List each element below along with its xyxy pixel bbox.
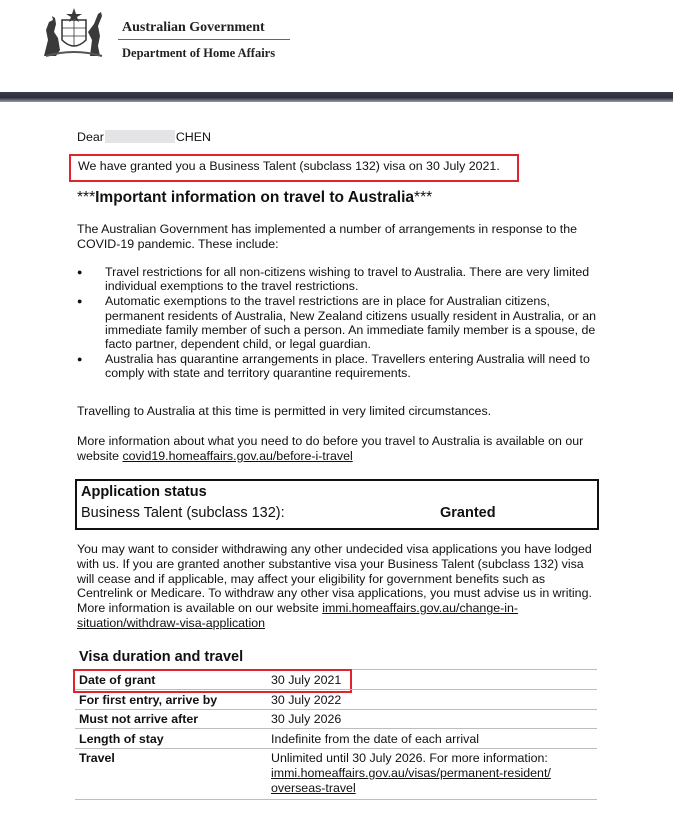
- divider: [75, 748, 597, 749]
- travel-info-link-line2[interactable]: overseas-travel: [271, 781, 356, 795]
- redacted-name: [105, 130, 175, 143]
- status-value: Granted: [440, 505, 496, 521]
- row-value-date-of-grant: 30 July 2021: [271, 673, 342, 687]
- row-label-must-not-arrive: Must not arrive after: [79, 712, 199, 726]
- more-info-paragraph: More information about what you need to do before you travel to Australia is available on our website covid19.homeaffairs.gov.au/before-i-travel: [77, 434, 584, 463]
- department-name: Department of Home Affairs: [122, 46, 276, 60]
- list-item: ● Australia has quarantine arrangements in place. Travellers entering Australia will need to comply with state and territory quarantine requirements.: [77, 352, 597, 380]
- row-value-travel: Unlimited until 30 July 2026. For more information:: [271, 751, 548, 765]
- application-status-box: [75, 479, 599, 530]
- before-travel-link[interactable]: covid19.homeaffairs.gov.au/before-i-travel: [122, 448, 353, 463]
- row-label-first-entry: For first entry, arrive by: [79, 693, 218, 707]
- letterhead-divider: [118, 39, 290, 40]
- row-value-length-of-stay: Indefinite from the date of each arrival: [271, 732, 480, 746]
- limited-travel-text: Travelling to Australia at this time is permitted in very limited circumstances.: [77, 404, 492, 418]
- visa-subclass-label: Business Talent (subclass 132):: [81, 505, 285, 521]
- travel-heading: ***Important information on travel to Australia***: [77, 189, 433, 206]
- withdraw-paragraph: You may want to consider withdrawing any other undecided visa applications you have lodged with us. If you are granted another substantive visa your Business Talent (subclass 132) visa will cease and if applicable, may affect your eligibility for government benefits such as Centrelink or Medicare. To withdraw any other visa applications, you must advise us in writing. More information is available on our website immi.homeaffairs.gov.au/change-in-situation/withdraw-visa-application: [77, 542, 592, 630]
- row-value-first-entry: 30 July 2022: [271, 693, 342, 707]
- intro-paragraph: The Australian Government has implemented a number of arrangements in response to the COVID-19 pandemic. These include:: [77, 222, 578, 251]
- list-item: ● Automatic exemptions to the travel restrictions are in place for Australian citizens, permanent residents of Australia, New Zealand citizens usually resident in Australia, or an immediate family member of such a person. An immediate family member is a spouse, de facto partner, dependent child, or legal guardian.: [77, 294, 597, 351]
- divider: [75, 709, 597, 710]
- row-value-must-not-arrive: 30 July 2026: [271, 712, 342, 726]
- application-status-heading: Application status: [81, 484, 207, 500]
- restrictions-list: [77, 265, 597, 382]
- visa-duration-heading: Visa duration and travel: [79, 649, 244, 665]
- letterhead: [0, 0, 673, 90]
- travel-info-link-line1[interactable]: immi.homeaffairs.gov.au/visas/permanent-resident/: [271, 766, 551, 780]
- row-label-date-of-grant: Date of grant: [79, 673, 156, 687]
- salutation: Dear CHEN: [77, 130, 211, 144]
- divider: [75, 799, 597, 800]
- government-name: Australian Government: [122, 20, 265, 35]
- coat-of-arms-icon: [38, 6, 110, 60]
- divider: [75, 689, 597, 690]
- letterhead-bar: [0, 92, 673, 102]
- grant-sentence: We have granted you a Business Talent (subclass 132) visa on 30 July 2021.: [78, 159, 500, 173]
- row-label-travel: Travel: [79, 751, 115, 765]
- divider: [75, 728, 597, 729]
- list-item: ● Travel restrictions for all non-citizens wishing to travel to Australia. There are very limited individual exemptions to the travel restrictions.: [77, 265, 597, 293]
- row-label-length-of-stay: Length of stay: [79, 732, 164, 746]
- withdraw-visa-link[interactable]: immi.homeaffairs.gov.au/change-in-situation/withdraw-visa-application: [77, 601, 519, 630]
